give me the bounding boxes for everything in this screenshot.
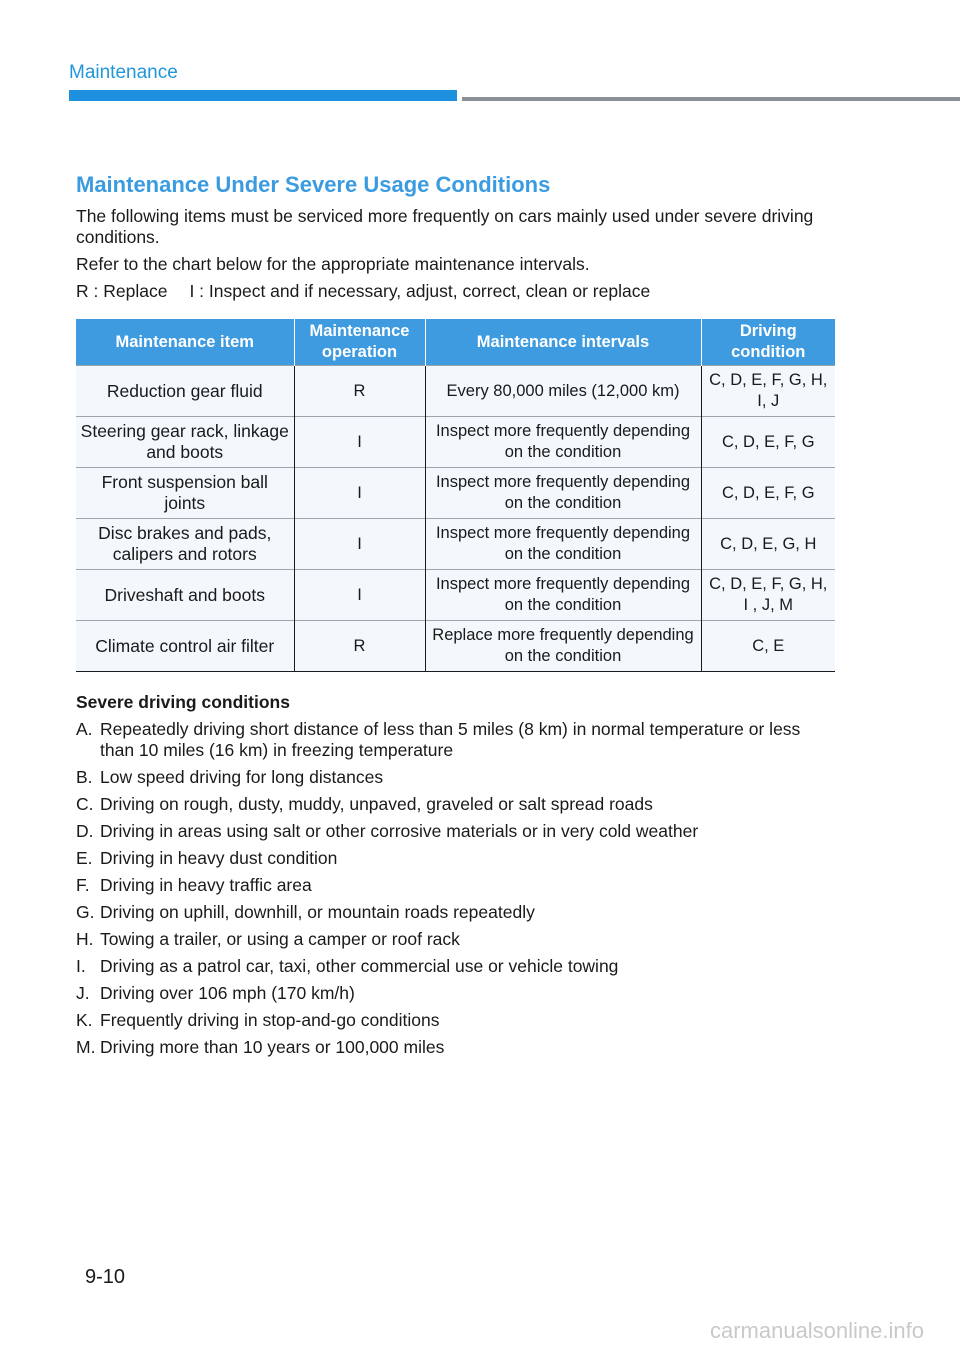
condition-letter: B. — [76, 767, 93, 787]
list-item — [76, 902, 836, 923]
condition-letter: A. — [76, 719, 93, 739]
table-row — [76, 621, 835, 672]
list-item — [76, 1037, 836, 1058]
page-number: 9-10 — [85, 1266, 126, 1288]
cell-interval: Inspect more frequently depending on the condition — [425, 519, 701, 570]
intro-paragraph-1: The following items must be serviced more frequently on cars mainly used under severe driving conditions. — [76, 206, 814, 247]
condition-letter: K. — [76, 1010, 93, 1030]
cell-operation: R — [294, 366, 425, 417]
cell-item: Climate control air filter — [76, 621, 294, 672]
cell-item: Reduction gear fluid — [76, 366, 294, 417]
list-item — [76, 848, 836, 869]
section-label: Maintenance — [69, 62, 178, 83]
condition-letter: M. — [76, 1037, 96, 1057]
cell-operation: R — [294, 621, 425, 672]
severe-conditions-list — [76, 719, 836, 1058]
header-maintenance-operation: Maintenance operation — [294, 319, 425, 366]
maintenance-table — [76, 319, 835, 672]
cell-item: Disc brakes and pads, calipers and rotors — [76, 519, 294, 570]
condition-text: Driving over 106 mph (170 km/h) — [100, 983, 355, 1003]
cell-interval: Replace more frequently depending on the condition — [425, 621, 701, 672]
table-row — [76, 570, 835, 621]
list-item — [76, 875, 836, 896]
condition-letter: C. — [76, 794, 94, 814]
header-bar-accent — [69, 90, 457, 101]
condition-letter: H. — [76, 929, 94, 949]
table-row — [76, 417, 835, 468]
condition-letter: D. — [76, 821, 94, 841]
cell-operation: I — [294, 468, 425, 519]
condition-text: Towing a trailer, or using a camper or roof rack — [100, 929, 460, 949]
condition-letter: I. — [76, 956, 86, 976]
condition-text: Driving on uphill, downhill, or mountain roads repeatedly — [100, 902, 535, 922]
cell-operation: I — [294, 570, 425, 621]
list-item — [76, 929, 836, 950]
cell-condition: C, D, E, F, G — [701, 417, 835, 468]
cell-condition: C, D, E, G, H — [701, 519, 835, 570]
header-bar-rule — [462, 97, 960, 101]
table-row — [76, 366, 835, 417]
cell-interval: Inspect more frequently depending on the condition — [425, 570, 701, 621]
list-item — [76, 821, 836, 842]
cell-operation: I — [294, 519, 425, 570]
list-item — [76, 956, 836, 977]
cell-interval: Inspect more frequently depending on the condition — [425, 468, 701, 519]
table-row — [76, 519, 835, 570]
operation-legend — [76, 281, 836, 302]
cell-condition: C, D, E, F, G, H, I , J, M — [701, 570, 835, 621]
condition-text: Low speed driving for long distances — [100, 767, 384, 787]
condition-letter: G. — [76, 902, 95, 922]
cell-item: Driveshaft and boots — [76, 570, 294, 621]
condition-letter: J. — [76, 983, 90, 1003]
header-maintenance-intervals: Maintenance intervals — [425, 319, 701, 366]
list-item — [76, 983, 836, 1004]
condition-text: Driving in areas using salt or other corrosive materials or in very cold weather — [100, 821, 699, 841]
intro-paragraph-2: Refer to the chart below for the appropriate maintenance intervals. — [76, 254, 590, 274]
watermark: carmanualsonline.info — [709, 1318, 924, 1343]
cell-condition: C, D, E, F, G — [701, 468, 835, 519]
condition-letter: E. — [76, 848, 93, 868]
cell-item: Steering gear rack, linkage and boots — [76, 417, 294, 468]
condition-text: Driving on rough, dusty, muddy, unpaved, graveled or salt spread roads — [100, 794, 653, 814]
page-title: Maintenance Under Severe Usage Conditions — [76, 172, 551, 197]
cell-item: Front suspension ball joints — [76, 468, 294, 519]
condition-text: Driving in heavy dust condition — [100, 848, 338, 868]
legend-inspect: I : Inspect and if necessary, adjust, correct, clean or replace — [189, 281, 651, 301]
header-maintenance-item: Maintenance item — [76, 319, 294, 366]
table-row — [76, 468, 835, 519]
condition-text: Driving in heavy traffic area — [100, 875, 312, 895]
severe-conditions-heading: Severe driving conditions — [76, 692, 290, 712]
condition-text: Frequently driving in stop-and-go conditions — [100, 1010, 440, 1030]
cell-interval: Every 80,000 miles (12,000 km) — [425, 366, 701, 417]
table-header-row — [76, 319, 835, 366]
cell-condition: C, D, E, F, G, H, I, J — [701, 366, 835, 417]
condition-text: Repeatedly driving short distance of less than 5 miles (8 km) in normal temperature or less than 10 miles (16 km) in freezing temperature — [100, 719, 801, 760]
legend-replace: R : Replace — [76, 281, 168, 301]
list-item — [76, 767, 836, 788]
list-item — [76, 794, 836, 815]
cell-operation: I — [294, 417, 425, 468]
cell-condition: C, E — [701, 621, 835, 672]
page-content — [76, 172, 836, 1064]
condition-letter: F. — [76, 875, 90, 895]
cell-interval: Inspect more frequently depending on the condition — [425, 417, 701, 468]
header-driving-condition: Driving condition — [701, 319, 835, 366]
list-item — [76, 719, 836, 761]
list-item — [76, 1010, 836, 1031]
condition-text: Driving more than 10 years or 100,000 miles — [100, 1037, 445, 1057]
condition-text: Driving as a patrol car, taxi, other commercial use or vehicle towing — [100, 956, 619, 976]
